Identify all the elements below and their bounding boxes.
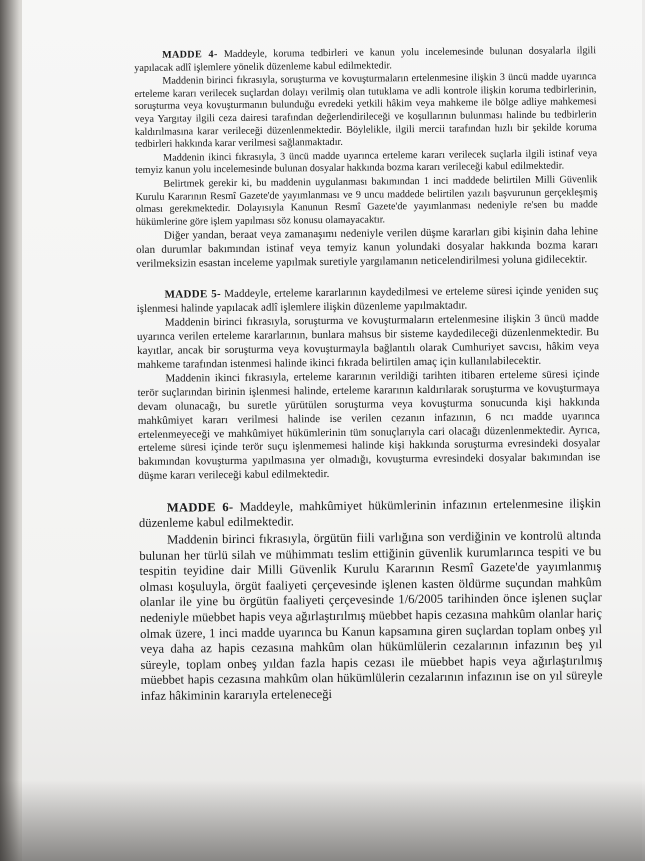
madde6-paragraph-2: Maddenin birinci fıkrasıyla, örgütün fiili varlığına son verdiğinin ve kontrolü altında bulunan her türlü silah ve mühimmatı teslim ettiğinin güvenlik kurumlarınca tespiti ve bu tespitin teyidine dair Milli Güvenlik Kurulu Kararının Resmî Gazete'de yayımlanmış olması koşuluyla, örgüt faaliyeti çerçevesinde işlenen kasten öldürme suçundan mahkûm olanlar ile yine bu örgütün faaliyeti çerçevesinde 1/6/2005 tarihinden önce işlenen suçlar nedeniyle müebbet hapis veya ağırlaştırılmış müebbet hapis cezasına mahkûm olanlar hariç olmak üzere, 1 inci madde uyarınca bu Kanun kapsamına giren suçlardan toplam onbeş yıl veya daha az hapis cezasına mahkûm olan hükümlülerin cezalarının infazının beş yıl süreyle, toplam onbeş yıldan fazla hapis cezası ile müebbet hapis veya ağırlaştırılmış müebbet hapis cezasına mahkûm olan hükümlülerin cezalarının infazının ise on yıl süreyle infaz hâkiminin kararıyla erteleneceği: [139, 528, 603, 703]
madde6-paragraph-1: Maddeyle, mahkûmiyet hükümlerinin infazının ertelenmesine ilişkin düzenleme kabul edilmektedir.: [138, 495, 601, 531]
madde4-paragraph-5: Diğer yandan, beraat veya zamanaşımı nedeniyle verilen düşme kararları gibi kişinin daha lehine olan durumlar bakımından istinaf veya temyiz kanun yolundaki dosyalar hakkında bozma kararı verilmeksizin esastan inceleme yapılmak suretiyle yargılamanın neticelendirilmesi yoluna gidilecektir.: [136, 225, 599, 270]
madde6-intro: [139, 496, 601, 532]
madde4-heading: MADDE 4-: [161, 49, 218, 61]
madde4-intro: [134, 45, 596, 75]
madde5-heading: MADDE 5-: [164, 287, 222, 301]
madde5-paragraph-3: Maddenin ikinci fıkrasıyla, erteleme kararının verildiği tarihten itibaren erteleme süresi içinde terör suçlarından birinin işlenmesi halinde, erteleme kararının kaldırılarak soruşturma ve kovuşturmaya devam olunacağı, bu suretle yürütülen soruşturma veya kovuşturma sonucunda kişi hakkında mahkûmiyet kararı verilmesi halinde ise verilen cezanın infazının, 6 ncı madde uyarınca ertelenmeyeceği ve mahkûmiyet hükümlerinin tüm sonuçlarıyla cari olacağı düzenlenmektedir. Ayrıca, erteleme süresi içinde terör suçu işlenmemesi halinde kişi hakkında soruşturma evresindeki dosyalar bakımından kovuşturma yapılmasına yer olmadığı, kovuşturma evresindeki dosyalar bakımından ise düşme kararı verileceği kabul edilmektedir.: [137, 368, 601, 483]
madde5-paragraph-1: Maddeyle, erteleme kararlarının kaydedilmesi ve erteleme süresi içinde yeniden suç işlenmesi halinde yapılacak adlî işlemlere ilişkin düzenleme yapılmaktadır.: [136, 283, 599, 315]
madde4-paragraph-3: Maddenin ikinci fıkrasıyla, 3 üncü madde uyarınca erteleme kararı verilecek suçlarla ilgili istinaf veya temyiz kanun yolu incelemesinde bulunan dosyalar hakkında bozma kararı verileceği kabul edilmektedir.: [135, 147, 598, 177]
madde4-paragraph-4: Belirtmek gerekir ki, bu maddenin uygulanması bakımından 1 inci maddede belirtilen Milli Güvenlik Kurulu Kararının Resmî Gazete'de yayımlanması ve 9 uncu maddede belirtilen yazılı başvurunun gerçekleşmiş olması gerekmektedir. Dolayısıyla Kanunun Resmî Gazete'de yayımlanması nedeniyle re'sen bu madde hükümlerine göre işlem yapılması söz konusu olamayacaktır.: [135, 174, 598, 228]
madde6-heading: MADDE 6-: [166, 499, 234, 515]
document-body: [134, 45, 603, 705]
madde5-paragraph-2: Maddenin birinci fıkrasıyla, soruşturma ve kovuşturmaların ertelenmesine ilişkin 3 üncü madde uyarınca verilen erteleme kararlarının, bunlara mahsus bir sisteme kaydedileceği düzenlenmektedir. Bu kayıtlar, ancak bir soruşturma veya kovuşturmayla bağlantılı olarak Cumhuriyet savcısı, hâkim veya mahkeme tarafından istenmesi halinde ikinci fıkrada belirtilen amaç için kullanılabilecektir.: [136, 312, 600, 371]
photo-shadow: [0, 780, 645, 861]
madde5-intro: [136, 284, 598, 316]
madde4-paragraph-2: Maddenin birinci fıkrasıyla, soruşturma ve kovuşturmaların ertelenmesine ilişkin 3 üncü madde uyarınca erteleme kararı verilecek suçlardan dolayı verilmiş olan tutuklama ve adli kontrole ilişkin koruma tedbirlerinin, soruşturma veya kovuşturmanın bulunduğu evredeki yetkili hâkim veya mahkeme ile bölge adliye mahkemesi veya Yargıtay ilgili ceza dairesi tarafından değerlendirileceği ve koşullarının bulunması halinde bu tedbirlerin kaldırılmasına karar verileceği düzenlenmektedir. Böylelikle, ilgili mercii tarafından hızlı bir şekilde koruma tedbirleri hakkında karar verilmesi sağlanmaktadır.: [134, 71, 597, 151]
madde4-paragraph-1: Maddeyle, koruma tedbirleri ve kanun yolu incelemesinde bulunan dosyalarla ilgili yapılacak adlî işlemlere yönelik düzenleme kabul edilmektedir.: [134, 45, 597, 74]
document-page: [22, 0, 642, 861]
